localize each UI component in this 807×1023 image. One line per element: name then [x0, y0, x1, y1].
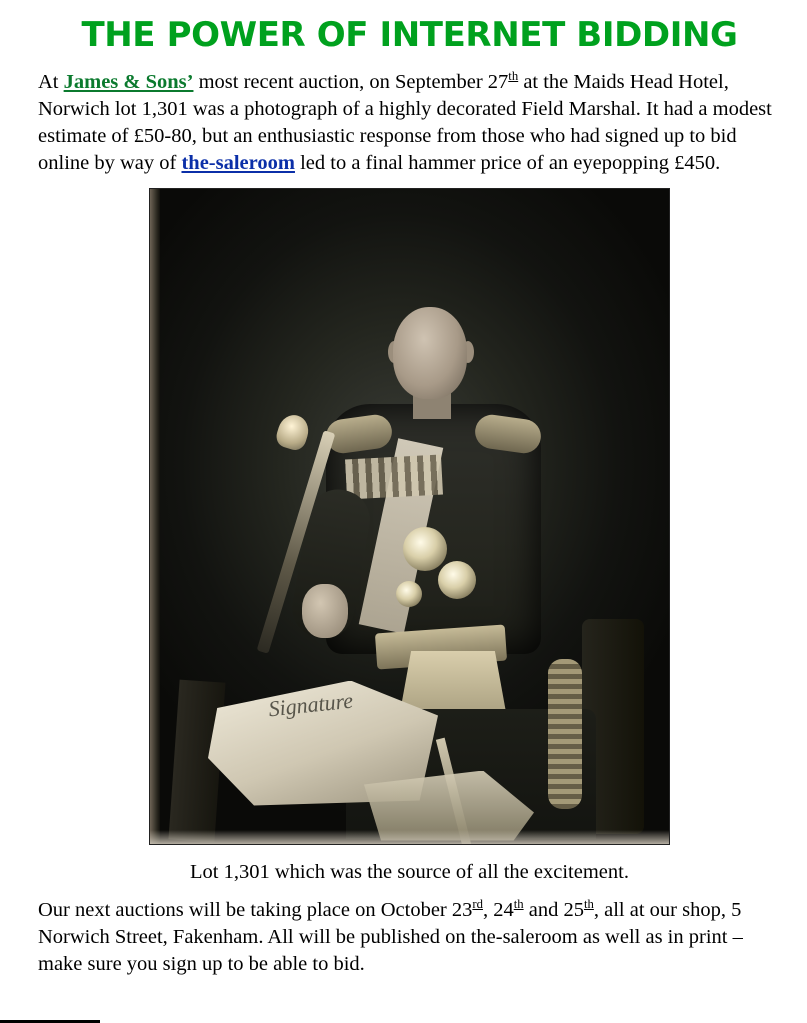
photo-edge-bottom — [150, 830, 669, 844]
intro-segment-1: most recent auction, on September 27 — [193, 70, 509, 93]
lot-photograph[interactable] — [149, 188, 670, 845]
footer-segment-3: and 25 — [523, 898, 584, 921]
page-title: THE POWER OF INTERNET BIDDING — [81, 15, 738, 55]
ordinal-24: th — [513, 896, 524, 911]
intro-segment-2: at the Maids Head Hotel, Norwich lot 1,301 was a photograph of a highly decorated Field Marshal. It had a modest estimate of £50-80, but an enthusiastic response from those who had signed up to bid online by way of — [38, 70, 772, 175]
tassel — [548, 659, 582, 809]
footer-paragraph — [38, 896, 781, 979]
breast-star-1 — [403, 527, 447, 571]
footer-segment-2: , 24 — [482, 898, 514, 921]
link-the-saleroom[interactable]: the-saleroom — [181, 152, 295, 175]
link-james-and-sons[interactable]: James & Sons’ — [63, 70, 194, 93]
medal-ribbons — [345, 454, 443, 499]
head — [393, 307, 467, 399]
photo-edge-left — [150, 189, 160, 844]
signature-text: Signature — [267, 687, 355, 721]
ordinal-23: rd — [472, 896, 483, 911]
image-caption: Lot 1,301 which was the source of all the excitement. — [190, 860, 629, 883]
ordinal-september: th — [508, 68, 519, 83]
intro-prefix: At — [38, 70, 64, 93]
footer-segment-4: , all at our shop, 5 Norwich Street, Fakenham. All will be published on the-saleroom as well as in print – make sure you sign up to be able to bid. — [38, 898, 743, 975]
footer-segment-1: Our next auctions will be taking place on October 23 — [38, 898, 473, 921]
breast-star-3 — [396, 581, 422, 607]
ordinal-25: th — [583, 896, 594, 911]
field-marshal-figure — [150, 189, 669, 844]
intro-paragraph — [38, 68, 781, 178]
intro-segment-3: led to a final hammer price of an eyepopping £450. — [294, 152, 721, 175]
photo-container — [38, 188, 781, 845]
breast-star-2 — [438, 561, 476, 599]
hand — [302, 584, 348, 638]
baton-finial — [274, 411, 313, 452]
